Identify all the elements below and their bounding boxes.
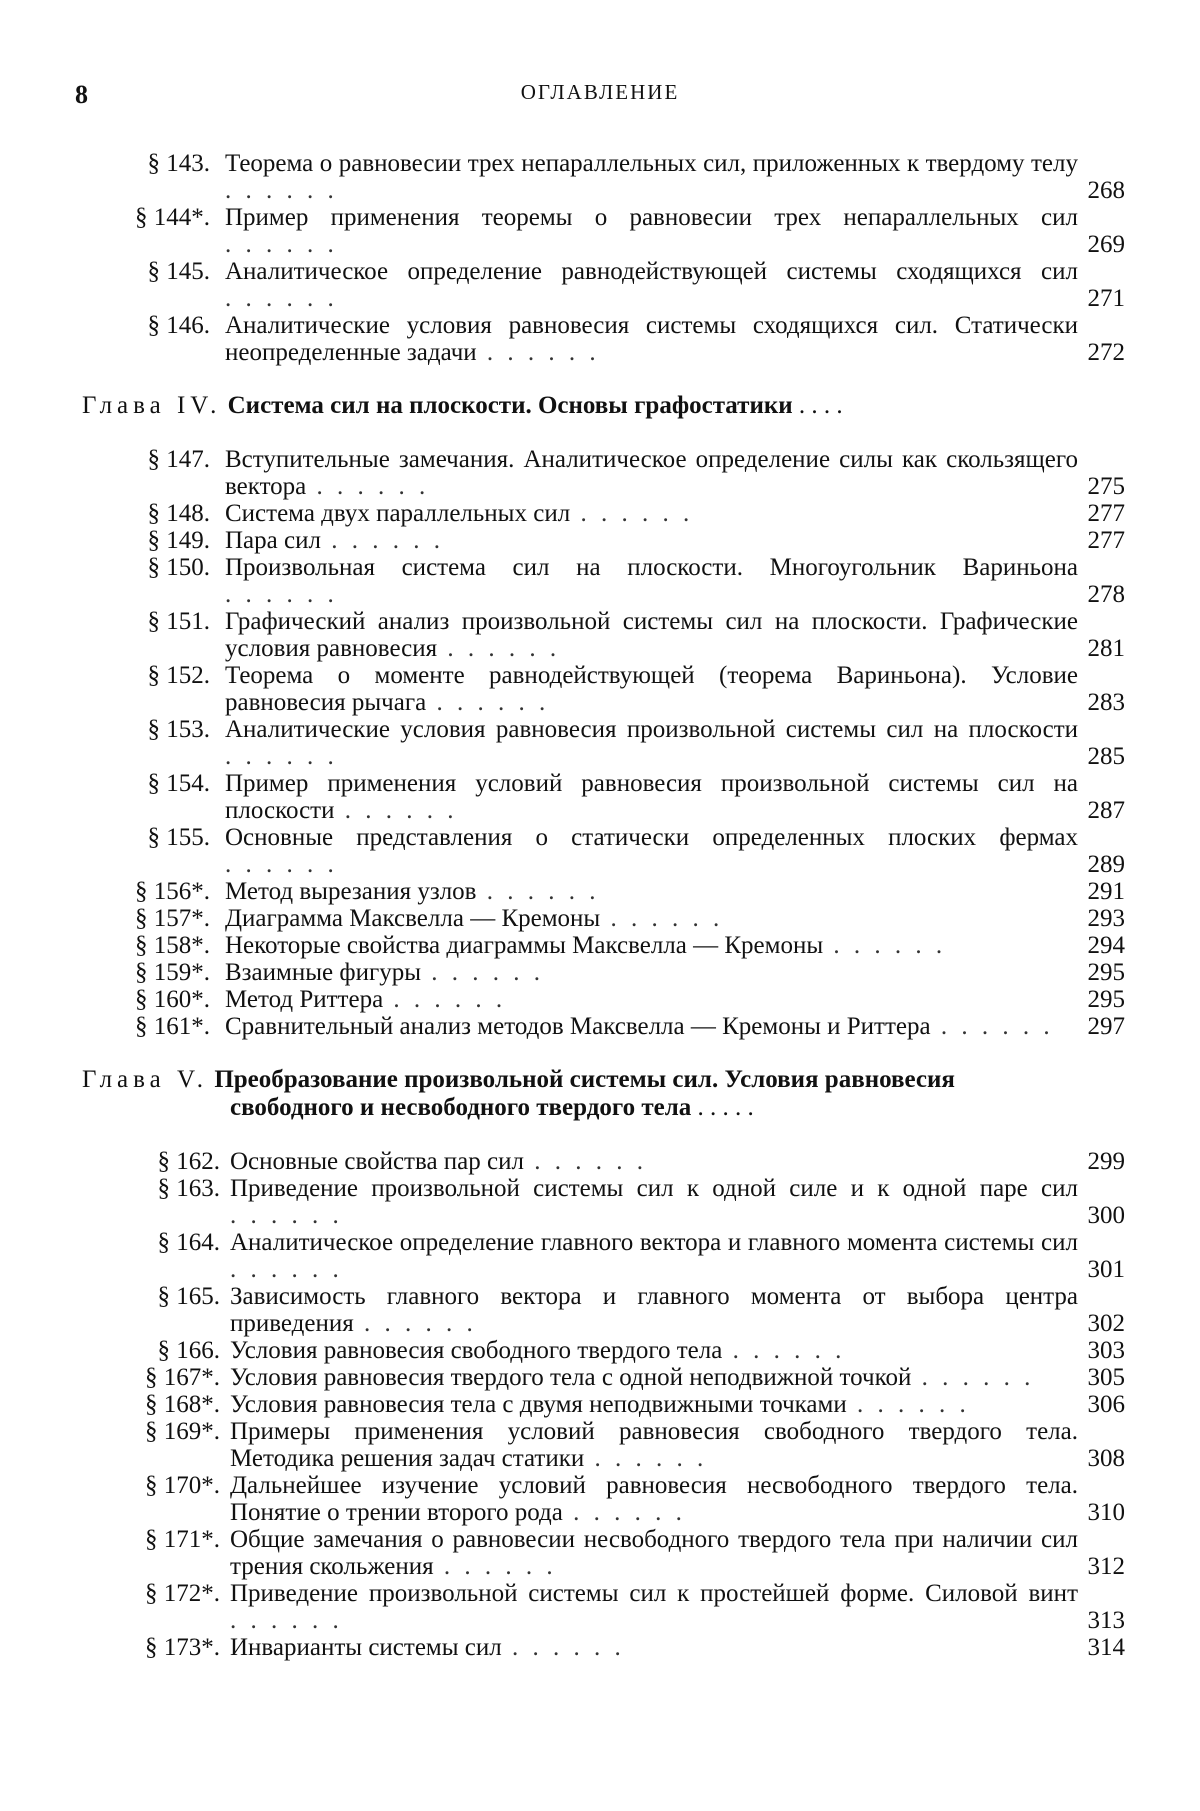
toc-entry: § 170*. Дальнейшее изучение условий равновесия несвободного твердого тела. Понятие о трении второго рода . . . . . . 310	[0, 1472, 1200, 1526]
section-number: § 168*.	[145, 1391, 220, 1418]
toc-entry: § 145. Аналитическое определение равнодействующей системы сходящихся сил . . . . . . 271	[0, 258, 1200, 312]
page-ref: 275	[1087, 473, 1125, 500]
toc-entry: § 160*. Метод Риттера . . . . . . 295	[0, 986, 1200, 1013]
section-title: Аналитические условия равновесия системы сходящихся сил. Статически неопределенные задачи	[225, 312, 1078, 366]
section-number: § 156*.	[135, 878, 210, 905]
toc-entry: § 148. Система двух параллельных сил . . . . . . 277	[0, 500, 1200, 527]
page-ref: 271	[1087, 285, 1125, 312]
page-ref: 300	[1087, 1202, 1125, 1229]
section-number: § 155.	[147, 824, 210, 851]
page-number: 8	[75, 80, 88, 109]
page-ref: 268	[1087, 177, 1125, 204]
page-ref: 294	[1087, 932, 1125, 959]
section-title: Примеры применения условий равновесия свободного твердого тела. Методика решения задач статики	[230, 1418, 1078, 1472]
page-ref: 289	[1087, 851, 1125, 878]
section-number: § 164.	[157, 1229, 220, 1256]
chapter-4-sections	[0, 446, 1200, 1040]
toc-entry: § 164. Аналитическое определение главного вектора и главного момента системы сил . . . . . . 301	[0, 1229, 1200, 1283]
page-ref: 295	[1087, 959, 1125, 986]
section-number: § 146.	[147, 312, 210, 339]
toc-entry: § 162. Основные свойства пар сил . . . . . . 299	[0, 1148, 1200, 1175]
toc-entry: § 167*. Условия равновесия твердого тела с одной неподвижной точкой . . . . . . 305	[0, 1364, 1200, 1391]
section-title: Диаграмма Максвелла — Кремоны	[225, 905, 601, 932]
section-title: Произвольная система сил на плоскости. Многоугольник Вариньона	[225, 554, 1078, 581]
section-title: Графический анализ произвольной системы сил на плоскости. Графические условия равновесия	[225, 608, 1078, 662]
section-number: § 165.	[157, 1283, 220, 1310]
section-title: Основные представления о статически определенных плоских фермах	[225, 824, 1078, 851]
section-title: Метод вырезания узлов	[225, 878, 477, 905]
page-ref: 303	[1087, 1337, 1125, 1364]
page-ref: 297	[1087, 1013, 1125, 1040]
page-ref: 281	[1087, 635, 1125, 662]
toc-entry: § 150. Произвольная система сил на плоскости. Многоугольник Вариньона . . . . . . 278	[0, 554, 1200, 608]
page-ref: 291	[1087, 878, 1125, 905]
section-title: Приведение произвольной системы сил к одной силе и к одной паре сил	[230, 1175, 1078, 1202]
section-title: Взаимные фигуры	[225, 959, 421, 986]
section-number: § 166.	[157, 1337, 220, 1364]
page-ref: 277	[1087, 527, 1125, 554]
section-title: Сравнительный анализ методов Максвелла — Кремоны и Риттера	[225, 1013, 931, 1040]
toc-entry: § 146. Аналитические условия равновесия системы сходящихся сил. Статически неопределенные задачи . . . . . . 272	[0, 312, 1200, 366]
section-number: § 158*.	[135, 932, 210, 959]
section-number: § 161*.	[135, 1013, 210, 1040]
toc-entry: § 149. Пара сил . . . . . . 277	[0, 527, 1200, 554]
page-ref: 310	[1087, 1499, 1125, 1526]
chapter-title: Преобразование произвольной системы сил. Условия равновесия свободного и несвободного твердого тела	[214, 1066, 955, 1121]
page-ref: 308	[1087, 1445, 1125, 1472]
toc-entry: § 158*. Некоторые свойства диаграммы Максвелла — Кремоны . . . . . . 294	[0, 932, 1200, 959]
toc-entry: § 151. Графический анализ произвольной системы сил на плоскости. Графические условия равновесия . . . . . . 281	[0, 608, 1200, 662]
page-ref: 272	[1087, 339, 1125, 366]
toc-entry: § 159*. Взаимные фигуры . . . . . . 295	[0, 959, 1200, 986]
toc-entry: § 161*. Сравнительный анализ методов Максвелла — Кремоны и Риттера . . . . . . 297	[0, 1013, 1200, 1040]
page-ref: 305	[1087, 1364, 1125, 1391]
section-number: § 152.	[147, 662, 210, 689]
toc-entry: § 166. Условия равновесия свободного твердого тела . . . . . . 303	[0, 1337, 1200, 1364]
toc-entry: § 163. Приведение произвольной системы сил к одной силе и к одной паре сил . . . . . . 300	[0, 1175, 1200, 1229]
section-title: Аналитические условия равновесия произвольной системы сил на плоскости	[225, 716, 1078, 743]
toc-entry: § 165. Зависимость главного вектора и главного момента от выбора центра приведения . . . . . . 302	[0, 1283, 1200, 1337]
section-title: Условия равновесия свободного твердого тела	[230, 1337, 723, 1364]
toc-entry: § 169*. Примеры применения условий равновесия свободного твердого тела. Методика решения задач статики . . . . . . 308	[0, 1418, 1200, 1472]
page-ref: 299	[1087, 1148, 1125, 1175]
toc-entry: § 168*. Условия равновесия тела с двумя неподвижными точками . . . . . . 306	[0, 1391, 1200, 1418]
section-title: Дальнейшее изучение условий равновесия несвободного твердого тела. Понятие о трении второго рода	[230, 1472, 1078, 1526]
section-number: § 172*.	[145, 1580, 220, 1607]
section-number: § 160*.	[135, 986, 210, 1013]
page-ref: 301	[1087, 1256, 1125, 1283]
toc-entry: § 155. Основные представления о статически определенных плоских фермах . . . . . . 289	[0, 824, 1200, 878]
section-number: § 171*.	[145, 1526, 220, 1553]
page-ref: 314	[1087, 1634, 1125, 1661]
toc-entry: § 153. Аналитические условия равновесия произвольной системы сил на плоскости . . . . . . 285	[0, 716, 1200, 770]
section-number: § 167*.	[145, 1364, 220, 1391]
page-ref: 295	[1087, 986, 1125, 1013]
section-title: Аналитическое определение главного вектора и главного момента системы сил	[230, 1229, 1078, 1256]
toc-entry: § 143. Теорема о равновесии трех непараллельных сил, приложенных к твердому телу . . . . . . 268	[0, 150, 1200, 204]
section-number: § 163.	[157, 1175, 220, 1202]
page-ref: 285	[1087, 743, 1125, 770]
section-number: § 170*.	[145, 1472, 220, 1499]
page-ref: 312	[1087, 1553, 1125, 1580]
section-number: § 151.	[147, 608, 210, 635]
chapter-label: Глава IV.	[82, 392, 222, 419]
section-number: § 143.	[147, 150, 210, 177]
section-number: § 173*.	[145, 1634, 220, 1661]
section-number: § 145.	[147, 258, 210, 285]
section-number: § 154.	[147, 770, 210, 797]
section-title: Зависимость главного вектора и главного момента от выбора центра приведения	[230, 1283, 1078, 1337]
section-number: § 148.	[147, 500, 210, 527]
section-title: Вступительные замечания. Аналитическое определение силы как скользящего вектора	[225, 446, 1078, 500]
section-title: Пара сил	[225, 527, 321, 554]
section-title: Теорема о моменте равнодействующей (теорема Вариньона). Условие равновесия рычага	[225, 662, 1078, 716]
page-ref: 278	[1087, 581, 1125, 608]
section-title: Пример применения теоремы о равновесии трех непараллельных сил	[225, 204, 1078, 231]
page-ref: 277	[1087, 500, 1125, 527]
section-list-continued	[0, 150, 1200, 366]
section-title: Инварианты системы сил	[230, 1634, 502, 1661]
section-title: Основные свойства пар сил	[230, 1148, 524, 1175]
section-number: § 144*.	[135, 204, 210, 231]
section-title: Приведение произвольной системы сил к простейшей форме. Силовой винт	[230, 1580, 1078, 1607]
section-number: § 150.	[147, 554, 210, 581]
section-number: § 159*.	[135, 959, 210, 986]
toc-entry: § 157*. Диаграмма Максвелла — Кремоны . . . . . . 293	[0, 905, 1200, 932]
toc-entry: § 154. Пример применения условий равновесия произвольной системы сил на плоскости . . . . . . 287	[0, 770, 1200, 824]
page-ref: 269	[1087, 231, 1125, 258]
chapter-label: Глава V.	[82, 1066, 209, 1093]
chapter-page	[1075, 0, 1125, 1122]
section-title: Некоторые свойства диаграммы Максвелла — Кремоны	[225, 932, 824, 959]
toc-entry: § 171*. Общие замечания о равновесии несвободного твердого тела при наличии сил трения скольжения . . . . . . 312	[0, 1526, 1200, 1580]
table-of-contents	[0, 150, 1200, 1661]
running-title: ОГЛАВЛЕНИЕ	[520, 80, 680, 104]
page-ref: 302	[1087, 1310, 1125, 1337]
page-ref: 293	[1087, 905, 1125, 932]
section-title: Условия равновесия тела с двумя неподвижными точками	[230, 1391, 847, 1418]
chapter-heading-5: Глава V. Преобразование произвольной системы сил. Условия равновесия свободного и несвободного твердого тела . . . . .	[0, 1066, 1200, 1122]
page-ref: 287	[1087, 797, 1125, 824]
toc-entry: § 172*. Приведение произвольной системы сил к простейшей форме. Силовой винт . . . . . . 313	[0, 1580, 1200, 1634]
section-number: § 169*.	[145, 1418, 220, 1445]
toc-entry: § 152. Теорема о моменте равнодействующей (теорема Вариньона). Условие равновесия рычага . . . . . . 283	[0, 662, 1200, 716]
section-title: Аналитическое определение равнодействующей системы сходящихся сил	[225, 258, 1078, 285]
chapter-heading-4: Глава IV. Система сил на плоскости. Основы графостатики . . . .	[0, 392, 1200, 420]
toc-entry: § 147. Вступительные замечания. Аналитическое определение силы как скользящего вектора . . . . . . 275	[0, 446, 1200, 500]
section-title: Теорема о равновесии трех непараллельных сил, приложенных к твердому телу	[225, 150, 1078, 177]
section-title: Условия равновесия твердого тела с одной неподвижной точкой	[230, 1364, 912, 1391]
section-title: Система двух параллельных сил	[225, 500, 571, 527]
section-title: Пример применения условий равновесия произвольной системы сил на плоскости	[225, 770, 1078, 824]
section-number: § 149.	[147, 527, 210, 554]
section-number: § 157*.	[135, 905, 210, 932]
page-ref: 313	[1087, 1607, 1125, 1634]
page-ref: 283	[1087, 689, 1125, 716]
section-number: § 162.	[157, 1148, 220, 1175]
toc-entry: § 173*. Инварианты системы сил . . . . . . 314	[0, 1634, 1200, 1661]
section-title: Метод Риттера	[225, 986, 384, 1013]
toc-entry: § 156*. Метод вырезания узлов . . . . . . 291	[0, 878, 1200, 905]
toc-entry: § 144*. Пример применения теоремы о равновесии трех непараллельных сил . . . . . . 269	[0, 204, 1200, 258]
page-ref: 306	[1087, 1391, 1125, 1418]
chapter-5-sections	[0, 1148, 1200, 1661]
section-title: Общие замечания о равновесии несвободного твердого тела при наличии сил трения скольжения	[230, 1526, 1078, 1580]
section-number: § 153.	[147, 716, 210, 743]
chapter-title: Система сил на плоскости. Основы графостатики	[227, 392, 793, 419]
section-number: § 147.	[147, 446, 210, 473]
